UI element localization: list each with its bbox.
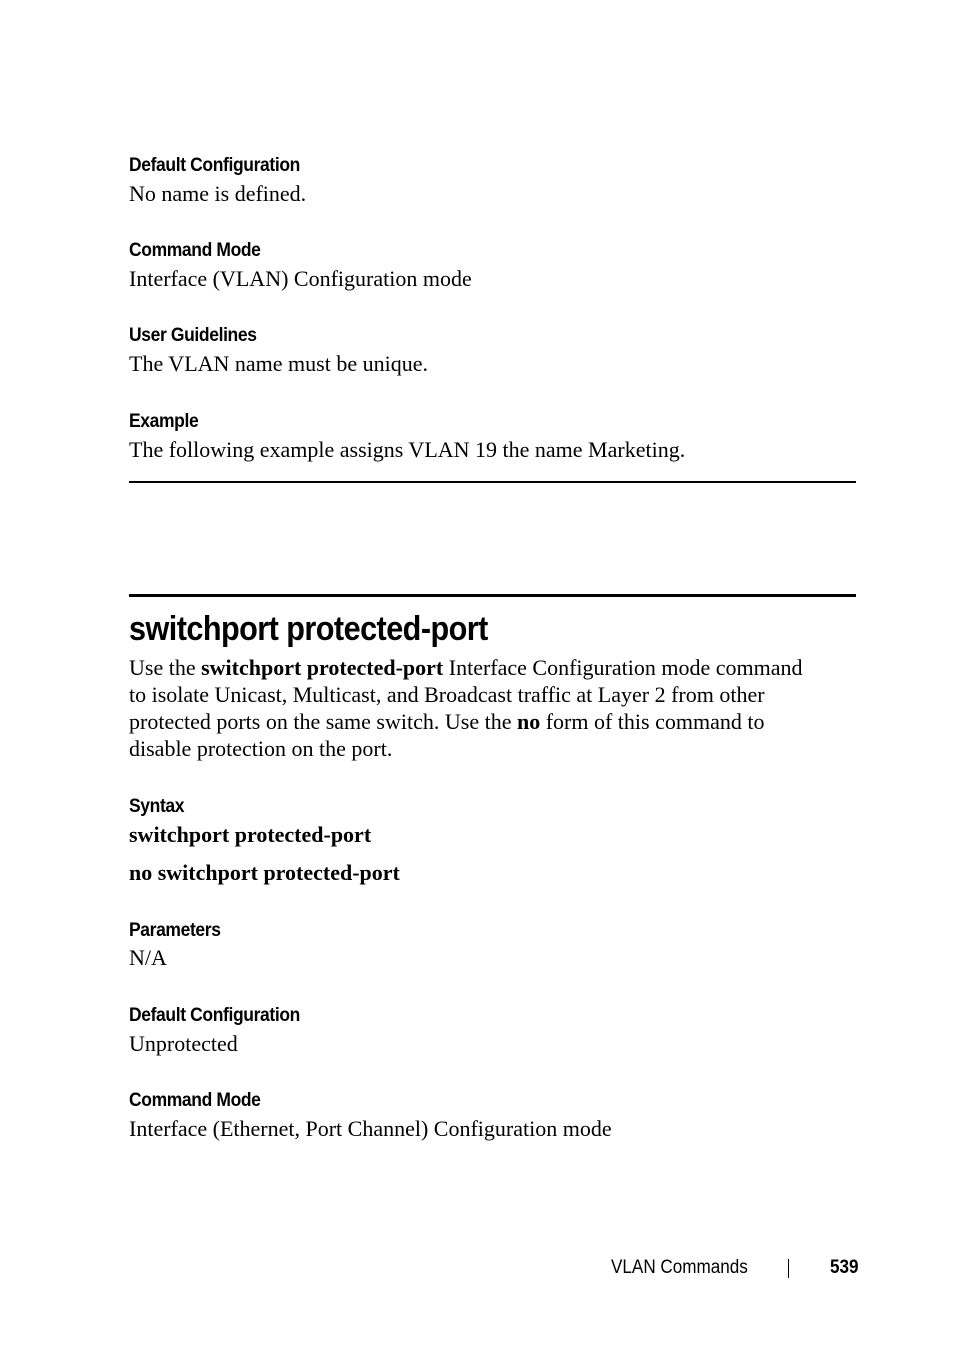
user-guidelines-heading: User Guidelines [129, 325, 257, 346]
command-title: switchport protected-port [129, 610, 488, 648]
command-mode-text: Interface (VLAN) Configuration mode [129, 266, 472, 291]
description-text: protected ports on the same switch. Use the [129, 709, 517, 734]
syntax-line: switchport protected-port [129, 822, 372, 847]
document-page [129, 0, 856, 1352]
command-title-rule [129, 594, 856, 597]
section-end-rule [129, 481, 856, 483]
command-keyword: switchport protected-port [201, 655, 444, 680]
user-guidelines-text: The VLAN name must be unique. [129, 351, 428, 376]
command-description [129, 654, 856, 762]
parameters-text: N/A [129, 945, 167, 970]
description-line-4: disable protection on the port. [129, 736, 393, 761]
page-number: 539 [830, 1257, 859, 1278]
footer-separator [788, 1259, 789, 1278]
example-heading: Example [129, 411, 199, 432]
syntax-no-line: no switchport protected-port [129, 860, 400, 885]
description-line-1 [129, 654, 856, 681]
footer-section-title: VLAN Commands [611, 1257, 748, 1278]
parameters-heading: Parameters [129, 920, 221, 941]
description-line-2: to isolate Unicast, Multicast, and Broadcast traffic at Layer 2 from other [129, 682, 765, 707]
no-keyword: no [516, 709, 541, 734]
default-configuration-text: Unprotected [129, 1031, 238, 1056]
example-text: The following example assigns VLAN 19 the name Marketing. [129, 437, 686, 462]
command-mode-heading: Command Mode [129, 240, 261, 261]
default-configuration-heading: Default Configuration [129, 1005, 300, 1026]
default-configuration-heading: Default Configuration [129, 155, 300, 176]
command-mode-text: Interface (Ethernet, Port Channel) Configuration mode [129, 1116, 612, 1141]
description-line-3 [129, 708, 856, 735]
default-configuration-text: No name is defined. [129, 181, 307, 206]
description-text: Use the [129, 655, 202, 680]
description-text: form of this command to [540, 709, 765, 734]
syntax-heading: Syntax [129, 796, 185, 817]
command-mode-heading: Command Mode [129, 1090, 261, 1111]
description-text: Interface Configuration mode command [443, 655, 803, 680]
